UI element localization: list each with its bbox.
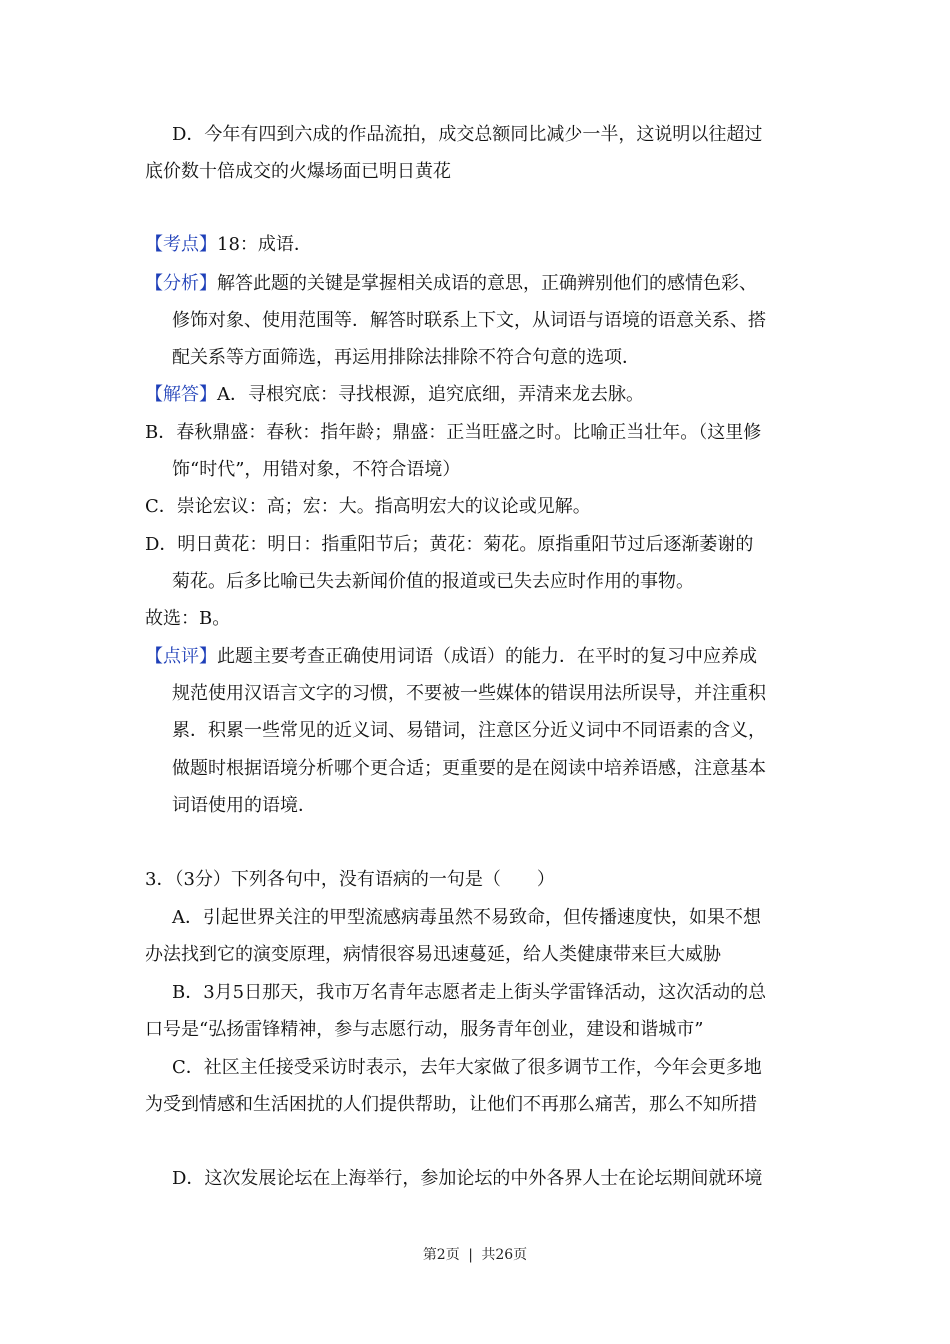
footer-total-pages: 共26页 [481,1247,528,1263]
fenxi-tag: 【分析】 [145,273,217,294]
dianping-line3: 累．积累一些常见的近义词、易错词，注意区分近义词中不同语素的含义， [172,720,766,741]
fenxi-line2: 修饰对象、使用范围等．解答时联系上下文，从词语与语境的语意关系、搭 [172,310,766,331]
dianping-line1: 此题主要考查正确使用词语（成语）的能力．在平时的复习中应养成 [217,646,757,667]
fenxi-line1: 解答此题的关键是掌握相关成语的意思，正确辨别他们的感情色彩、 [217,273,757,294]
jieda-d-line2: 菊花。后多比喻已失去新闻价值的报道或已失去应时作用的事物。 [172,571,694,592]
page-footer [0,1244,950,1264]
q3-option-b-line2: 口号是“弘扬雷锋精神，参与志愿行动，服务青年创业，建设和谐城市” [145,1019,704,1040]
q3-option-c-line2: 为受到情感和生活困扰的人们提供帮助，让他们不再那么痛苦，那么不知所措 [145,1094,757,1115]
fenxi-row [145,272,757,296]
footer-separator: | [468,1247,473,1263]
kaodian-text: 18：成语． [217,234,312,255]
jieda-answer: 故选：B。 [145,608,231,629]
q3-option-a-line1: A．引起世界关注的甲型流感病毒虽然不易致命，但传播速度快，如果不想 [172,907,761,928]
prev-option-d-line1: D．今年有四到六成的作品流拍，成交总额同比减少一半，这说明以往超过 [172,124,763,145]
jieda-b-line2: 饰“时代”，用错对象，不符合语境） [172,459,461,480]
dianping-line2: 规范使用汉语言文字的习惯，不要被一些媒体的错误用法所误导，并注重积 [172,683,766,704]
q3-option-c-line1: C．社区主任接受采访时表示，去年大家做了很多调节工作，今年会更多地 [172,1057,762,1078]
dianping-tag: 【点评】 [145,646,217,667]
jieda-tag: 【解答】 [145,384,217,405]
jieda-d-line1: D．明日黄花：明日：指重阳节后；黄花：菊花。原指重阳节过后逐渐萎谢的 [145,534,754,555]
q3-option-d-line1: D．这次发展论坛在上海举行，参加论坛的中外各界人士在论坛期间就环境 [172,1168,763,1189]
jieda-c-line: C．崇论宏议：高；宏：大。指高明宏大的议论或见解。 [145,496,591,517]
kaodian-tag: 【考点】 [145,234,217,255]
q3-option-a-line2: 办法找到它的演变原理，病情很容易迅速蔓延，给人类健康带来巨大威胁 [145,944,721,965]
q3-option-b-line1: B．3月5日那天，我市万名青年志愿者走上街头学雷锋活动，这次活动的总 [172,982,767,1003]
question3-stem: 3．（3分）下列各句中，没有语病的一句是（ ） [145,869,555,890]
dianping-row [145,645,757,669]
jieda-b-line1: B．春秋鼎盛：春秋：指年龄；鼎盛：正当旺盛之时。比喻正当壮年。（这里修 [145,422,762,443]
prev-option-d-line2: 底价数十倍成交的火爆场面已明日黄花 [145,161,451,182]
footer-page-number: 第2页 [422,1247,460,1263]
fenxi-line3: 配关系等方面筛选，再运用排除法排除不符合句意的选项． [172,347,640,368]
kaodian-row [145,233,312,257]
jieda-a-line: A．寻根究底：寻找根源，追究底细，弄清来龙去脉。 [217,384,644,405]
dianping-line4: 做题时根据语境分析哪个更合适；更重要的是在阅读中培养语感，注意基本 [172,758,766,779]
dianping-line5: 词语使用的语境． [172,795,316,816]
jieda-row [145,383,644,407]
